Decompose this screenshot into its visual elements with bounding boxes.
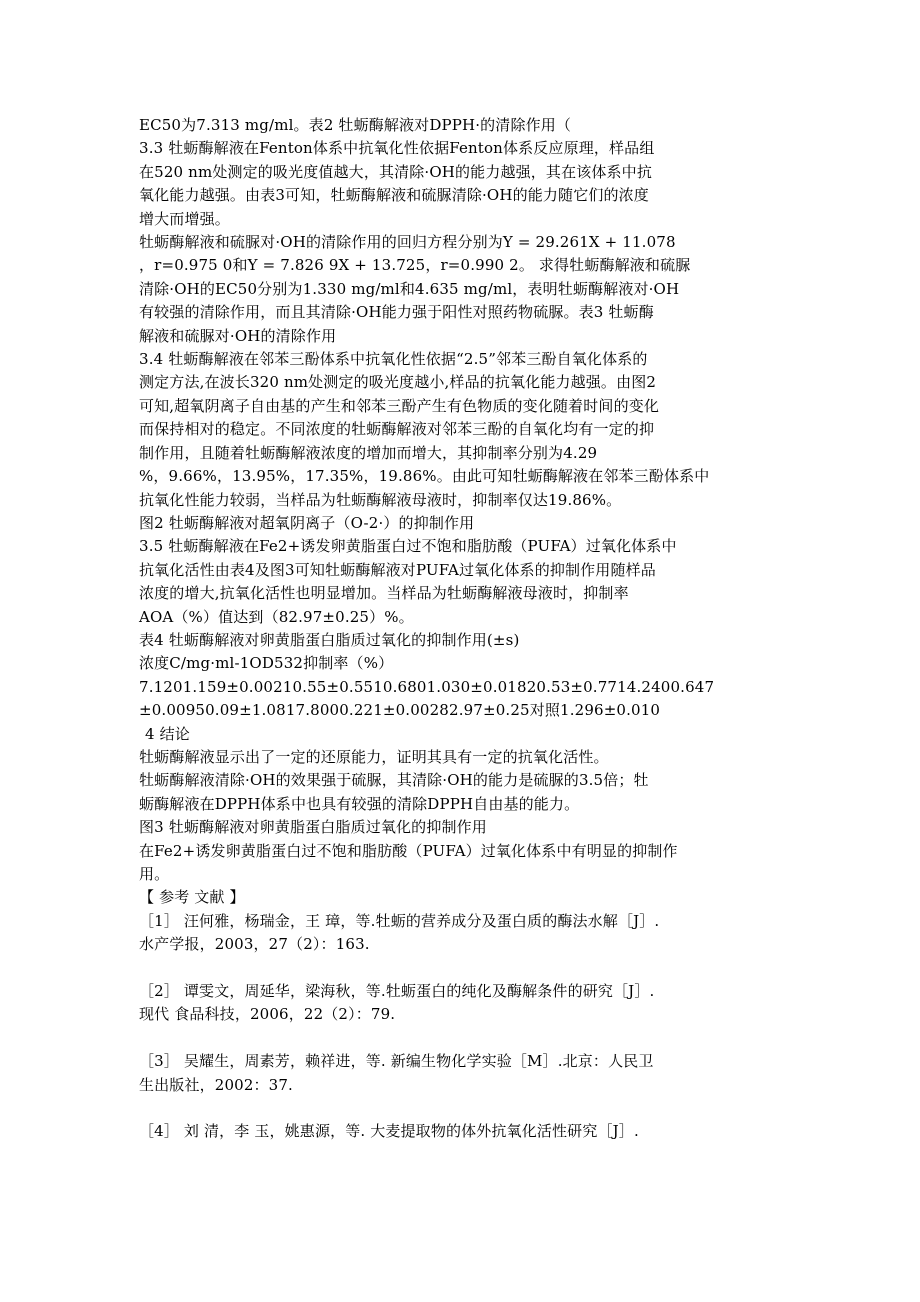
figure-caption: 图2 牡蛎酶解液对超氧阴离子（O-2·）的抑制作用 [139, 513, 475, 532]
text-line: 浓度的增大,抗氧化活性也明显增加。当样品为牡蛎酶解液母液时，抑制率 [139, 584, 629, 603]
text-line: 有较强的清除作用，而且其清除·OH能力强于阳性对照药物硫脲。表3 牡蛎酶 [139, 303, 654, 322]
reference-entry: 生出版社，2002：37. [139, 1075, 293, 1094]
text-line: 制作用，且随着牡蛎酶解液浓度的增加而增大，其抑制率分别为4.29 [139, 443, 598, 462]
text-line: 解液和硫脲对·OH的清除作用 [139, 326, 337, 345]
text-line: 在Fe2+诱发卵黄脂蛋白过不饱和脂肪酸（PUFA）过氧化体系中有明显的抑制作 [139, 841, 678, 860]
references-heading: 【 参考 文献 】 [139, 888, 245, 907]
text-line: 牡蛎酶解液清除·OH的效果强于硫脲，其清除·OH的能力是硫脲的3.5倍；牡 [139, 771, 649, 790]
reference-entry: ［2］ 谭雯文，周延华，梁海秋，等.牡蛎蛋白的纯化及酶解条件的研究［J］. [139, 982, 655, 1001]
text-line: EC50为7.313 mg/ml。表2 牡蛎酶解液对DPPH·的清除作用（ [139, 116, 572, 134]
text-line: 清除·OH的EC50分别为1.330 mg/ml和4.635 mg/ml，表明牡蛎酶解液对·OH [139, 279, 680, 298]
text-line: 抗氧化性能力较弱，当样品为牡蛎酶解液母液时，抑制率仅达19.86%。 [139, 490, 622, 509]
text-line: 测定方法,在波长320 nm处测定的吸光度越小,样品的抗氧化能力越强。由图2 [139, 373, 657, 392]
text-line: 而保持相对的稳定。不同浓度的牡蛎酶解液对邻苯三酚的自氧化均有一定的抑 [139, 420, 655, 439]
text-line: 蛎酶解液在DPPH体系中也具有较强的清除DPPH自由基的能力。 [139, 794, 580, 813]
text-line: AOA（%）值达到（82.97±0.25）%。 [139, 607, 414, 626]
text-line: 用。 [139, 865, 170, 883]
reference-entry: ［3］ 吴耀生，周素芳，赖祥进，等. 新编生物化学实验［M］.北京：人民卫 [139, 1052, 654, 1071]
text-line: 牡蛎酶解液显示出了一定的还原能力，证明其具有一定的抗氧化活性。 [139, 747, 609, 766]
reference-entry: ［1］ 汪何雅，杨瑞金，王 璋，等.牡蛎的营养成分及蛋白质的酶法水解［J］. [139, 911, 660, 930]
spacer [139, 957, 789, 980]
reference-entry: 水产学报，2003，27（2）：163. [139, 935, 370, 954]
section-heading: 3.5 牡蛎酶解液在Fe2+诱发卵黄脂蛋白过不饱和脂肪酸（PUFA）过氧化体系中 [139, 537, 677, 556]
text-line: 牡蛎酶解液和硫脲对·OH的清除作用的回归方程分别为Y = 29.261X + 11.078 [139, 233, 676, 252]
table-header: 浓度C/mg·ml-1OD532抑制率（%） [139, 654, 394, 673]
figure-caption: 图3 牡蛎酶解液对卵黄脂蛋白脂质过氧化的抑制作用 [139, 818, 487, 837]
text-line: %，9.66%，13.95%，17.35%，19.86%。由此可知牡蛎酶解液在邻苯三酚体系中 [139, 467, 710, 486]
section-heading: 3.3 牡蛎酶解液在Fenton体系中抗氧化性依据Fenton体系反应原理，样品组 [139, 139, 655, 158]
reference-entry: ［4］ 刘 清，李 玉，姚惠源，等. 大麦提取物的体外抗氧化活性研究［J］. [139, 1122, 639, 1141]
text-line: 增大而增强。 [139, 209, 230, 228]
spacer [139, 1097, 789, 1120]
table-caption: 表4 牡蛎酶解液对卵黄脂蛋白脂质过氧化的抑制作用(±s) [139, 630, 520, 649]
text-line: 抗氧化活性由表4及图3可知牡蛎酶解液对PUFA过氧化体系的抑制作用随样品 [139, 560, 656, 579]
table-data: ±0.00950.09±1.0817.8000.221±0.00282.97±0.25对照1.296±0.010 [139, 701, 661, 720]
document-page [139, 114, 789, 1144]
text-line: 在520 nm处测定的吸光度值越大，其清除·OH的能力越强，其在该体系中抗 [139, 162, 652, 181]
table-data: 7.1201.159±0.00210.55±0.5510.6801.030±0.01820.53±0.7714.2400.647 [139, 677, 715, 696]
text-line: ，r=0.975 0和Y = 7.826 9X + 13.725，r=0.990 2。 求得牡蛎酶解液和硫脲 [139, 256, 691, 275]
spacer [139, 1027, 789, 1050]
section-heading: 4 结论 [145, 724, 190, 743]
text-line: 可知,超氧阴离子自由基的产生和邻苯三酚产生有色物质的变化随着时间的变化 [139, 396, 660, 415]
reference-entry: 现代 食品科技，2006，22（2）：79. [139, 1005, 396, 1024]
text-line: 氧化能力越强。由表3可知，牡蛎酶解液和硫脲清除·OH的能力随它们的浓度 [139, 186, 649, 205]
section-heading: 3.4 牡蛎酶解液在邻苯三酚体系中抗氧化性依据“2.5”邻苯三酚自氧化体系的 [139, 350, 648, 369]
